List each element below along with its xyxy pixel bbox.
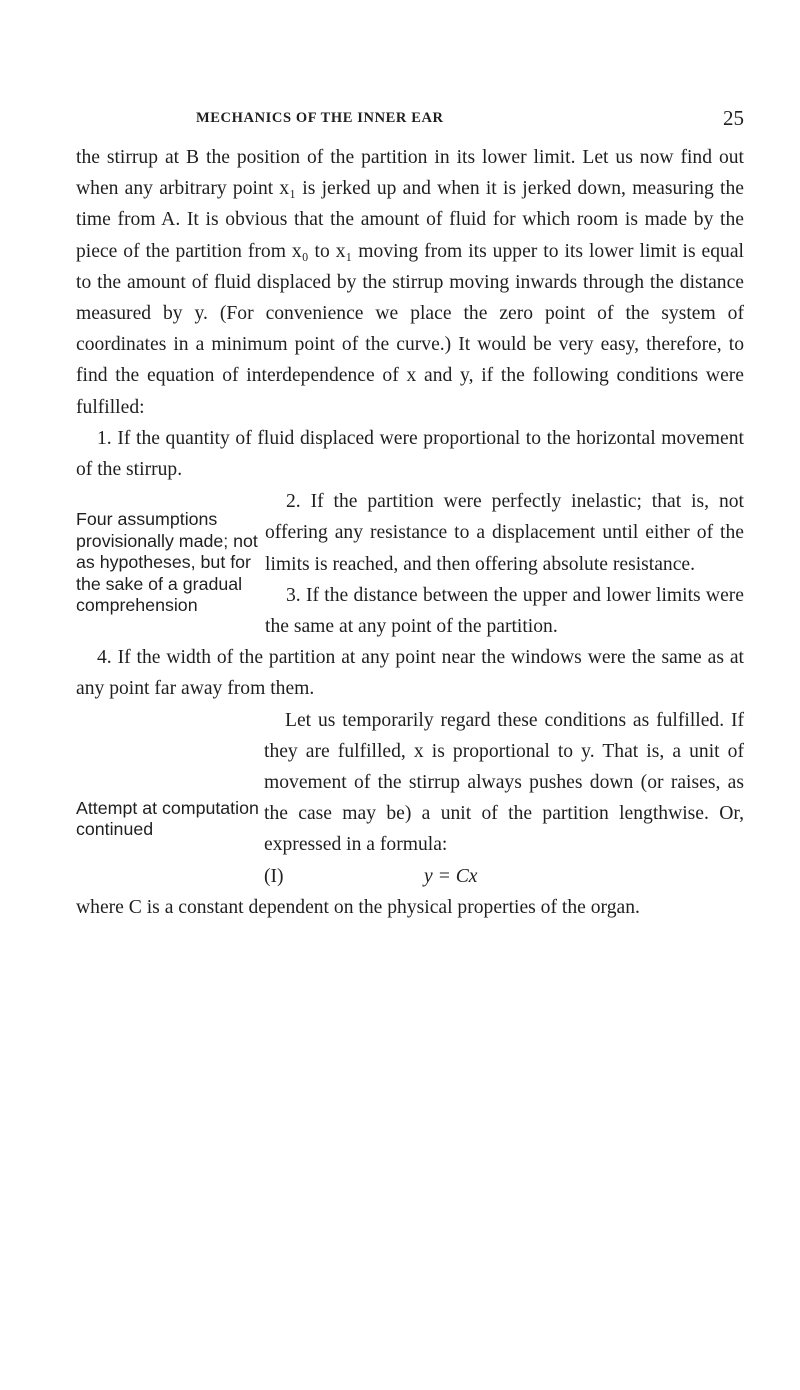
condition-1: 1. If the quantity of fluid displaced were proportional to the horizontal movement of the stirrup. xyxy=(76,427,744,481)
page-body xyxy=(76,142,744,923)
running-head: MECHANICS OF THE INNER EAR xyxy=(196,110,444,126)
equation-1 xyxy=(264,861,744,892)
page-number: 25 xyxy=(723,106,744,130)
condition-2: 2. If the partition were perfectly inelastic; that is, not offering any resistance to a displacement until either of the limits is reached, and then offering absolute resistance. xyxy=(265,491,744,575)
paragraph-stirrup-partition: the stirrup at B the position of the partition in its lower limit. Let us now find out when any arbitrary point x₁ is jerked up and when it is jerked down, measuring the time from A. It is obvious that the amount of fluid for which room is made by the piece of the partition from x₀ to x₁ moving from its upper to its lower limit is equal to the amount of fluid displaced by the stirrup moving inwards through the distance measured by y. (For convenience we place the zero point of the system of coordinates in a minimum point of the curve.) It would be very easy, therefore, to find the equation of interdependence of x and y, if the following conditions were fulfilled: xyxy=(76,147,744,418)
condition-2-3-column xyxy=(265,486,744,642)
computation-column xyxy=(264,705,744,892)
equation-formula: y = Cx xyxy=(424,865,478,887)
condition-2-3-block xyxy=(76,486,744,642)
page-header xyxy=(76,106,744,140)
paragraph-constant: where C is a constant dependent on the physical properties of the organ. xyxy=(76,896,640,918)
side-note-computation: Attempt at computation continued xyxy=(76,797,259,840)
paragraph-temporary-regard: Let us temporarily regard these conditions as fulfilled. If they are fulfilled, x is proportional to y. That is, a unit of movement of the stirrup always pushes down (or raises, as the case may be) a unit of the partition lengthwise. Or, expressed in a formula: xyxy=(264,709,744,856)
equation-number: (I) xyxy=(264,865,284,887)
condition-3: 3. If the distance between the upper and lower limits were the same at any point of the partition. xyxy=(265,584,744,638)
computation-block xyxy=(76,705,744,892)
side-note-assumptions: Four assumptions provisionally made; not as hypotheses, but for the sake of a gradual comprehension xyxy=(76,509,258,616)
condition-4: 4. If the width of the partition at any point near the windows were the same as at any point far away from them. xyxy=(76,647,744,700)
